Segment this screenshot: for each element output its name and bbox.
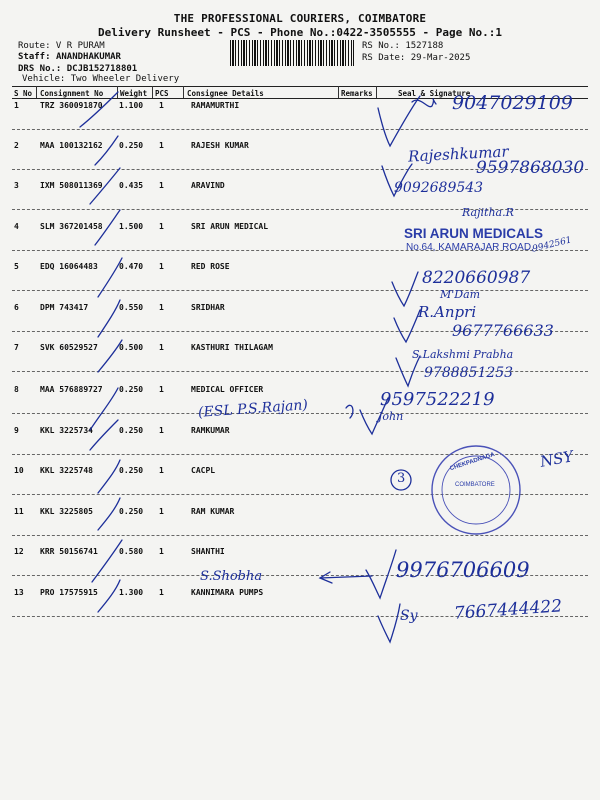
row-weight: 1.100 <box>119 101 144 110</box>
col-sno: S No <box>14 89 33 98</box>
row-pcs: 1 <box>159 507 164 516</box>
check-mark <box>392 272 418 306</box>
row-weight: 0.250 <box>119 466 144 475</box>
row-consignment-no: IXM 508011369 <box>40 181 103 190</box>
row-sno: 10 <box>14 466 24 475</box>
check-mark <box>394 310 420 342</box>
row-divider <box>12 494 588 495</box>
row7-name-handwriting: S.Lakshmi Prabha <box>412 348 514 361</box>
runsheet-subtitle: Delivery Runsheet - PCS - Phone No.:0422-3505555 - Page No.:1 <box>98 26 502 39</box>
row6-signature: M'Dam <box>440 288 481 301</box>
row-consignee: SRI ARUN MEDICAL <box>191 222 269 231</box>
row-divider <box>12 454 588 455</box>
row-consignment-no: MAA 576889727 <box>40 385 103 394</box>
round-stamp-top-text: CHEKPADNAGA <box>449 451 496 473</box>
row-pcs: 1 <box>159 385 164 394</box>
tick-mark <box>98 498 120 530</box>
row-pcs: 1 <box>159 141 164 150</box>
row-sno: 7 <box>14 343 19 352</box>
row8-remark-handwriting: (ESL P.S.Rajan) <box>197 397 309 421</box>
row-sno: 4 <box>14 222 19 231</box>
scribble <box>346 405 353 418</box>
row-weight: 0.435 <box>119 181 144 190</box>
row-weight: 0.250 <box>119 507 144 516</box>
row-divider <box>12 129 588 130</box>
drs-number: DRS No.: DCJB152718801 <box>18 64 138 74</box>
company-title: THE PROFESSIONAL COURIERS, COIMBATORE <box>173 12 427 25</box>
col-consignee: Consignee Details <box>187 89 264 98</box>
row-weight: 1.300 <box>119 588 144 597</box>
round-stamp-mid-text: COIMBATORE <box>455 482 495 488</box>
row-weight: 0.250 <box>119 426 144 435</box>
row-pcs: 1 <box>159 588 164 597</box>
row-sno: 12 <box>14 547 24 556</box>
row-consignee: RED ROSE <box>191 262 230 271</box>
row2-phone-handwriting: 9597868030 <box>476 158 585 178</box>
row12-signature: S.Shobha <box>200 569 263 584</box>
col-consignment: Consignment No <box>40 89 104 98</box>
row-consignment-no: SVK 60529527 <box>40 343 98 352</box>
row-consignment-no: TRZ 360091870 <box>40 101 103 110</box>
rs-date: RS Date: 29-Mar-2025 <box>362 53 471 63</box>
row-sno: 13 <box>14 588 24 597</box>
row-consignment-no: KKL 3225805 <box>40 507 93 516</box>
rs-number: RS No.: 1527188 <box>362 41 444 51</box>
row-consignee: RAJESH KUMAR <box>191 141 249 150</box>
row-pcs: 1 <box>159 466 164 475</box>
row-pcs: 1 <box>159 343 164 352</box>
check-mark <box>378 604 400 642</box>
tick-mark <box>98 460 120 493</box>
vehicle-label: Vehicle: Two Wheeler Delivery <box>22 74 180 84</box>
row-weight: 0.470 <box>119 262 144 271</box>
row-weight: 0.580 <box>119 547 144 556</box>
row-weight: 0.250 <box>119 385 144 394</box>
row-sno: 3 <box>14 181 19 190</box>
row-consignment-no: KKL 3225734 <box>40 426 93 435</box>
row4-stamp-name: SRI ARUN MEDICALS <box>404 226 544 241</box>
row-weight: 0.250 <box>119 141 144 150</box>
row-consignment-no: EDQ 16064483 <box>40 262 98 271</box>
check-mark <box>378 96 420 146</box>
row-consignee: CACPL <box>191 466 216 475</box>
col-seal-signature: Seal & Signature <box>398 89 471 98</box>
row-sno: 5 <box>14 262 19 271</box>
row-consignment-no: MAA 100132162 <box>40 141 103 150</box>
row-sno: 11 <box>14 507 24 516</box>
row-consignee: SHANTHI <box>191 547 225 556</box>
col-weight: Weight <box>120 89 148 98</box>
row-pcs: 1 <box>159 222 164 231</box>
row-consignment-no: KKL 3225748 <box>40 466 93 475</box>
row-sno: 6 <box>14 303 19 312</box>
row13-phone-handwriting: 7667444422 <box>453 596 563 624</box>
row6-phone-handwriting: 9677766633 <box>452 321 554 340</box>
row-consignee: ARAVIND <box>191 181 225 190</box>
row-consignee: RAMAMURTHI <box>191 101 240 110</box>
col-remarks: Remarks <box>341 89 373 98</box>
row10-signature: NSY <box>538 447 575 471</box>
row-weight: 0.550 <box>119 303 144 312</box>
table-top-rule <box>12 86 588 87</box>
row-sno: 8 <box>14 385 19 394</box>
row-sno: 9 <box>14 426 19 435</box>
row3-phone-handwriting: 9092689543 <box>394 180 484 196</box>
row-divider <box>12 535 588 536</box>
row-consignee: RAM KUMAR <box>191 507 235 516</box>
row-consignment-no: PRO 17575915 <box>40 588 98 597</box>
route-label: Route: V R PURAM <box>18 41 105 51</box>
arrow-line <box>320 576 372 578</box>
row-consignee: RAMKUMAR <box>191 426 230 435</box>
row6-name-handwriting: R.Anpri <box>418 303 477 321</box>
row-consignee: MEDICAL OFFICER <box>191 385 264 394</box>
tick-mark <box>90 420 118 450</box>
row-consignee: KASTHURI THILAGAM <box>191 343 273 352</box>
row-pcs: 1 <box>159 303 164 312</box>
staff-name: ANANDHAKUMAR <box>55 52 121 62</box>
row-divider <box>12 290 588 291</box>
row-pcs: 1 <box>159 101 164 110</box>
row4-signature: Rajitha.R <box>462 206 514 219</box>
row8-phone-handwriting: 9597522219 <box>380 389 495 410</box>
row-sno: 1 <box>14 101 19 110</box>
row13-signature: Sy <box>400 608 418 624</box>
row4-stamp-address: No.64, KAMARAJAR ROAD, <box>406 242 534 253</box>
row1-phone-handwriting: 9047029109 <box>452 92 573 114</box>
row-consignment-no: DPM 743417 <box>40 303 89 312</box>
row5-phone-handwriting: 8220660987 <box>422 268 531 288</box>
check-mark <box>366 550 396 598</box>
tick-mark <box>98 580 120 612</box>
row-sno: 2 <box>14 141 19 150</box>
row-consignment-no: KRR 50156741 <box>40 547 98 556</box>
row-consignment-no: SLM 367201458 <box>40 222 103 231</box>
staff-label: Staff: <box>18 52 51 62</box>
barcode <box>230 40 354 66</box>
row8-signature: John <box>378 410 404 423</box>
row7-phone-handwriting: 9788851253 <box>424 365 514 381</box>
row10-circled-mark: 3 <box>397 471 406 486</box>
arrow-head <box>320 572 332 583</box>
row-consignee: SRIDHAR <box>191 303 225 312</box>
col-pcs: PCS <box>155 89 169 98</box>
row-pcs: 1 <box>159 262 164 271</box>
row-pcs: 1 <box>159 426 164 435</box>
staff-row <box>18 52 121 62</box>
row-consignee: KANNIMARA PUMPS <box>191 588 264 597</box>
tick-mark <box>90 388 118 430</box>
row-weight: 1.500 <box>119 222 144 231</box>
row12-phone-handwriting: 9976706609 <box>396 558 530 582</box>
row-pcs: 1 <box>159 547 164 556</box>
row-weight: 0.500 <box>119 343 144 352</box>
row4-stamp-phone: 9942561 <box>531 235 573 255</box>
scribble <box>412 99 436 107</box>
row2-name-handwriting: Rajeshkumar <box>407 142 509 166</box>
row-pcs: 1 <box>159 181 164 190</box>
